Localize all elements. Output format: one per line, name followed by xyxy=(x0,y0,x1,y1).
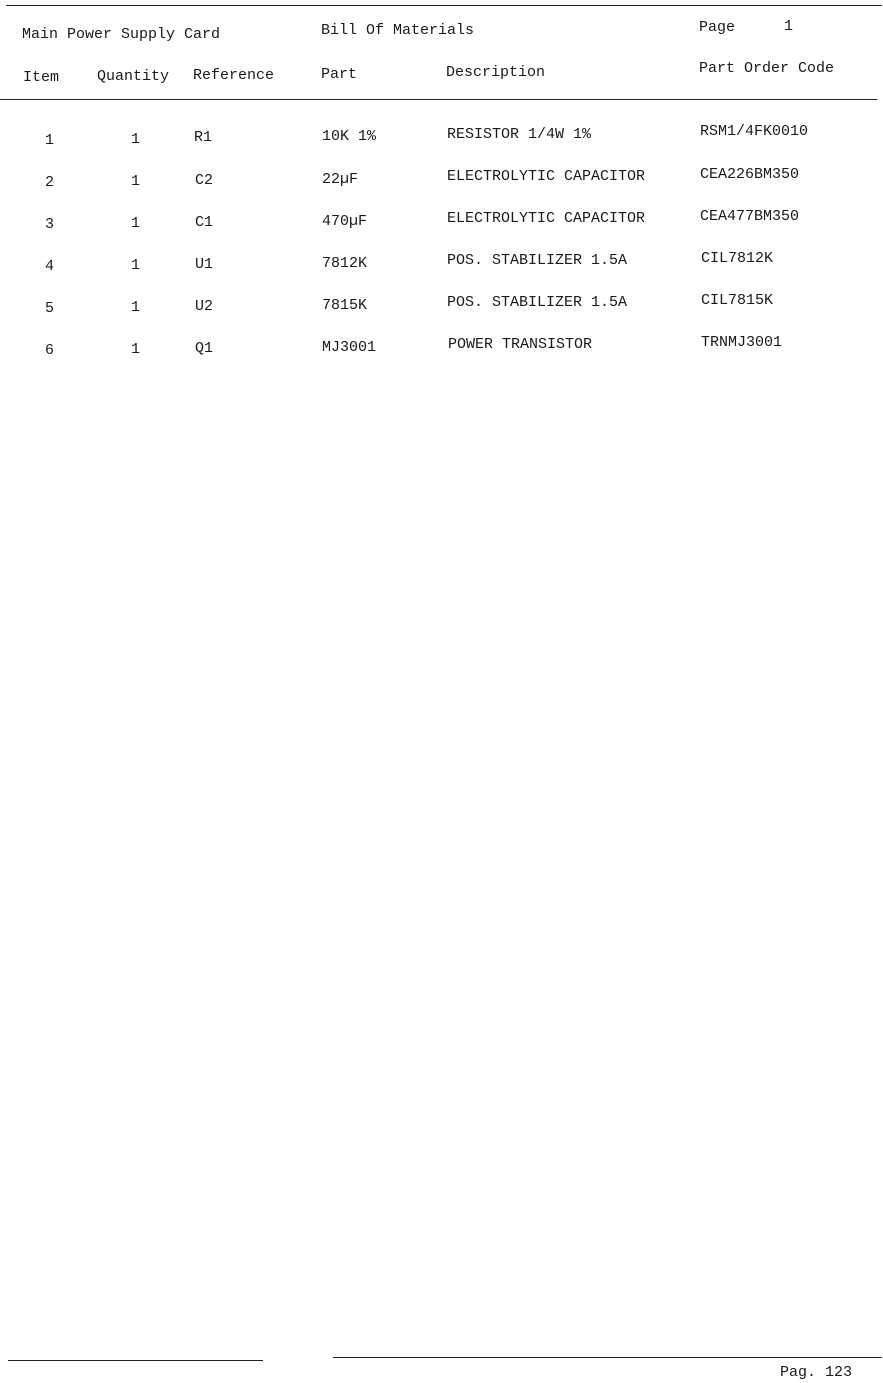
cell-quantity: 1 xyxy=(131,215,141,232)
cell-reference: U1 xyxy=(195,256,214,273)
cell-quantity: 1 xyxy=(131,131,141,148)
cell-reference: R1 xyxy=(194,129,213,146)
cell-reference: U2 xyxy=(195,298,214,315)
cell-order-code: TRNMJ3001 xyxy=(701,334,783,351)
cell-part: MJ3001 xyxy=(322,339,377,356)
cell-description: ELECTROLYTIC CAPACITOR xyxy=(447,168,646,185)
document-title: Bill Of Materials xyxy=(321,22,475,39)
page-number: 1 xyxy=(784,18,794,35)
cell-description: POWER TRANSISTOR xyxy=(448,336,593,353)
cell-item: 2 xyxy=(45,174,55,191)
card-title: Main Power Supply Card xyxy=(22,26,221,43)
cell-part: 22µF xyxy=(322,171,359,188)
cell-order-code: RSM1/4FK0010 xyxy=(700,123,809,140)
footer-page-reference: Pag. 123 xyxy=(780,1364,853,1381)
footer-rule-left xyxy=(8,1360,263,1361)
footer-rule-right xyxy=(333,1357,882,1358)
cell-reference: Q1 xyxy=(195,340,214,357)
cell-part: 10K 1% xyxy=(322,128,377,145)
header-rule xyxy=(0,99,877,100)
cell-part: 470µF xyxy=(322,213,368,230)
cell-description: ELECTROLYTIC CAPACITOR xyxy=(447,210,646,227)
page-label: Page xyxy=(699,19,736,36)
cell-order-code: CIL7812K xyxy=(701,250,774,267)
cell-order-code: CEA226BM350 xyxy=(700,166,800,183)
cell-order-code: CEA477BM350 xyxy=(700,208,800,225)
cell-item: 4 xyxy=(45,258,55,275)
cell-description: POS. STABILIZER 1.5A xyxy=(447,252,628,269)
cell-description: POS. STABILIZER 1.5A xyxy=(447,294,628,311)
column-header-reference: Reference xyxy=(193,67,275,84)
cell-quantity: 1 xyxy=(131,299,141,316)
cell-item: 6 xyxy=(45,342,55,359)
cell-part: 7812K xyxy=(322,255,368,272)
column-header-part: Part xyxy=(321,66,358,83)
cell-order-code: CIL7815K xyxy=(701,292,774,309)
cell-reference: C2 xyxy=(195,172,214,189)
column-header-order-code: Part Order Code xyxy=(699,60,835,77)
cell-part: 7815K xyxy=(322,297,368,314)
cell-quantity: 1 xyxy=(131,341,141,358)
cell-reference: C1 xyxy=(195,214,214,231)
cell-item: 3 xyxy=(45,216,55,233)
column-header-item: Item xyxy=(23,69,60,86)
cell-description: RESISTOR 1/4W 1% xyxy=(447,126,592,143)
top-rule xyxy=(6,5,882,6)
column-header-quantity: Quantity xyxy=(97,68,170,85)
column-header-description: Description xyxy=(446,64,546,81)
cell-quantity: 1 xyxy=(131,257,141,274)
cell-quantity: 1 xyxy=(131,173,141,190)
cell-item: 5 xyxy=(45,300,55,317)
cell-item: 1 xyxy=(45,132,55,149)
